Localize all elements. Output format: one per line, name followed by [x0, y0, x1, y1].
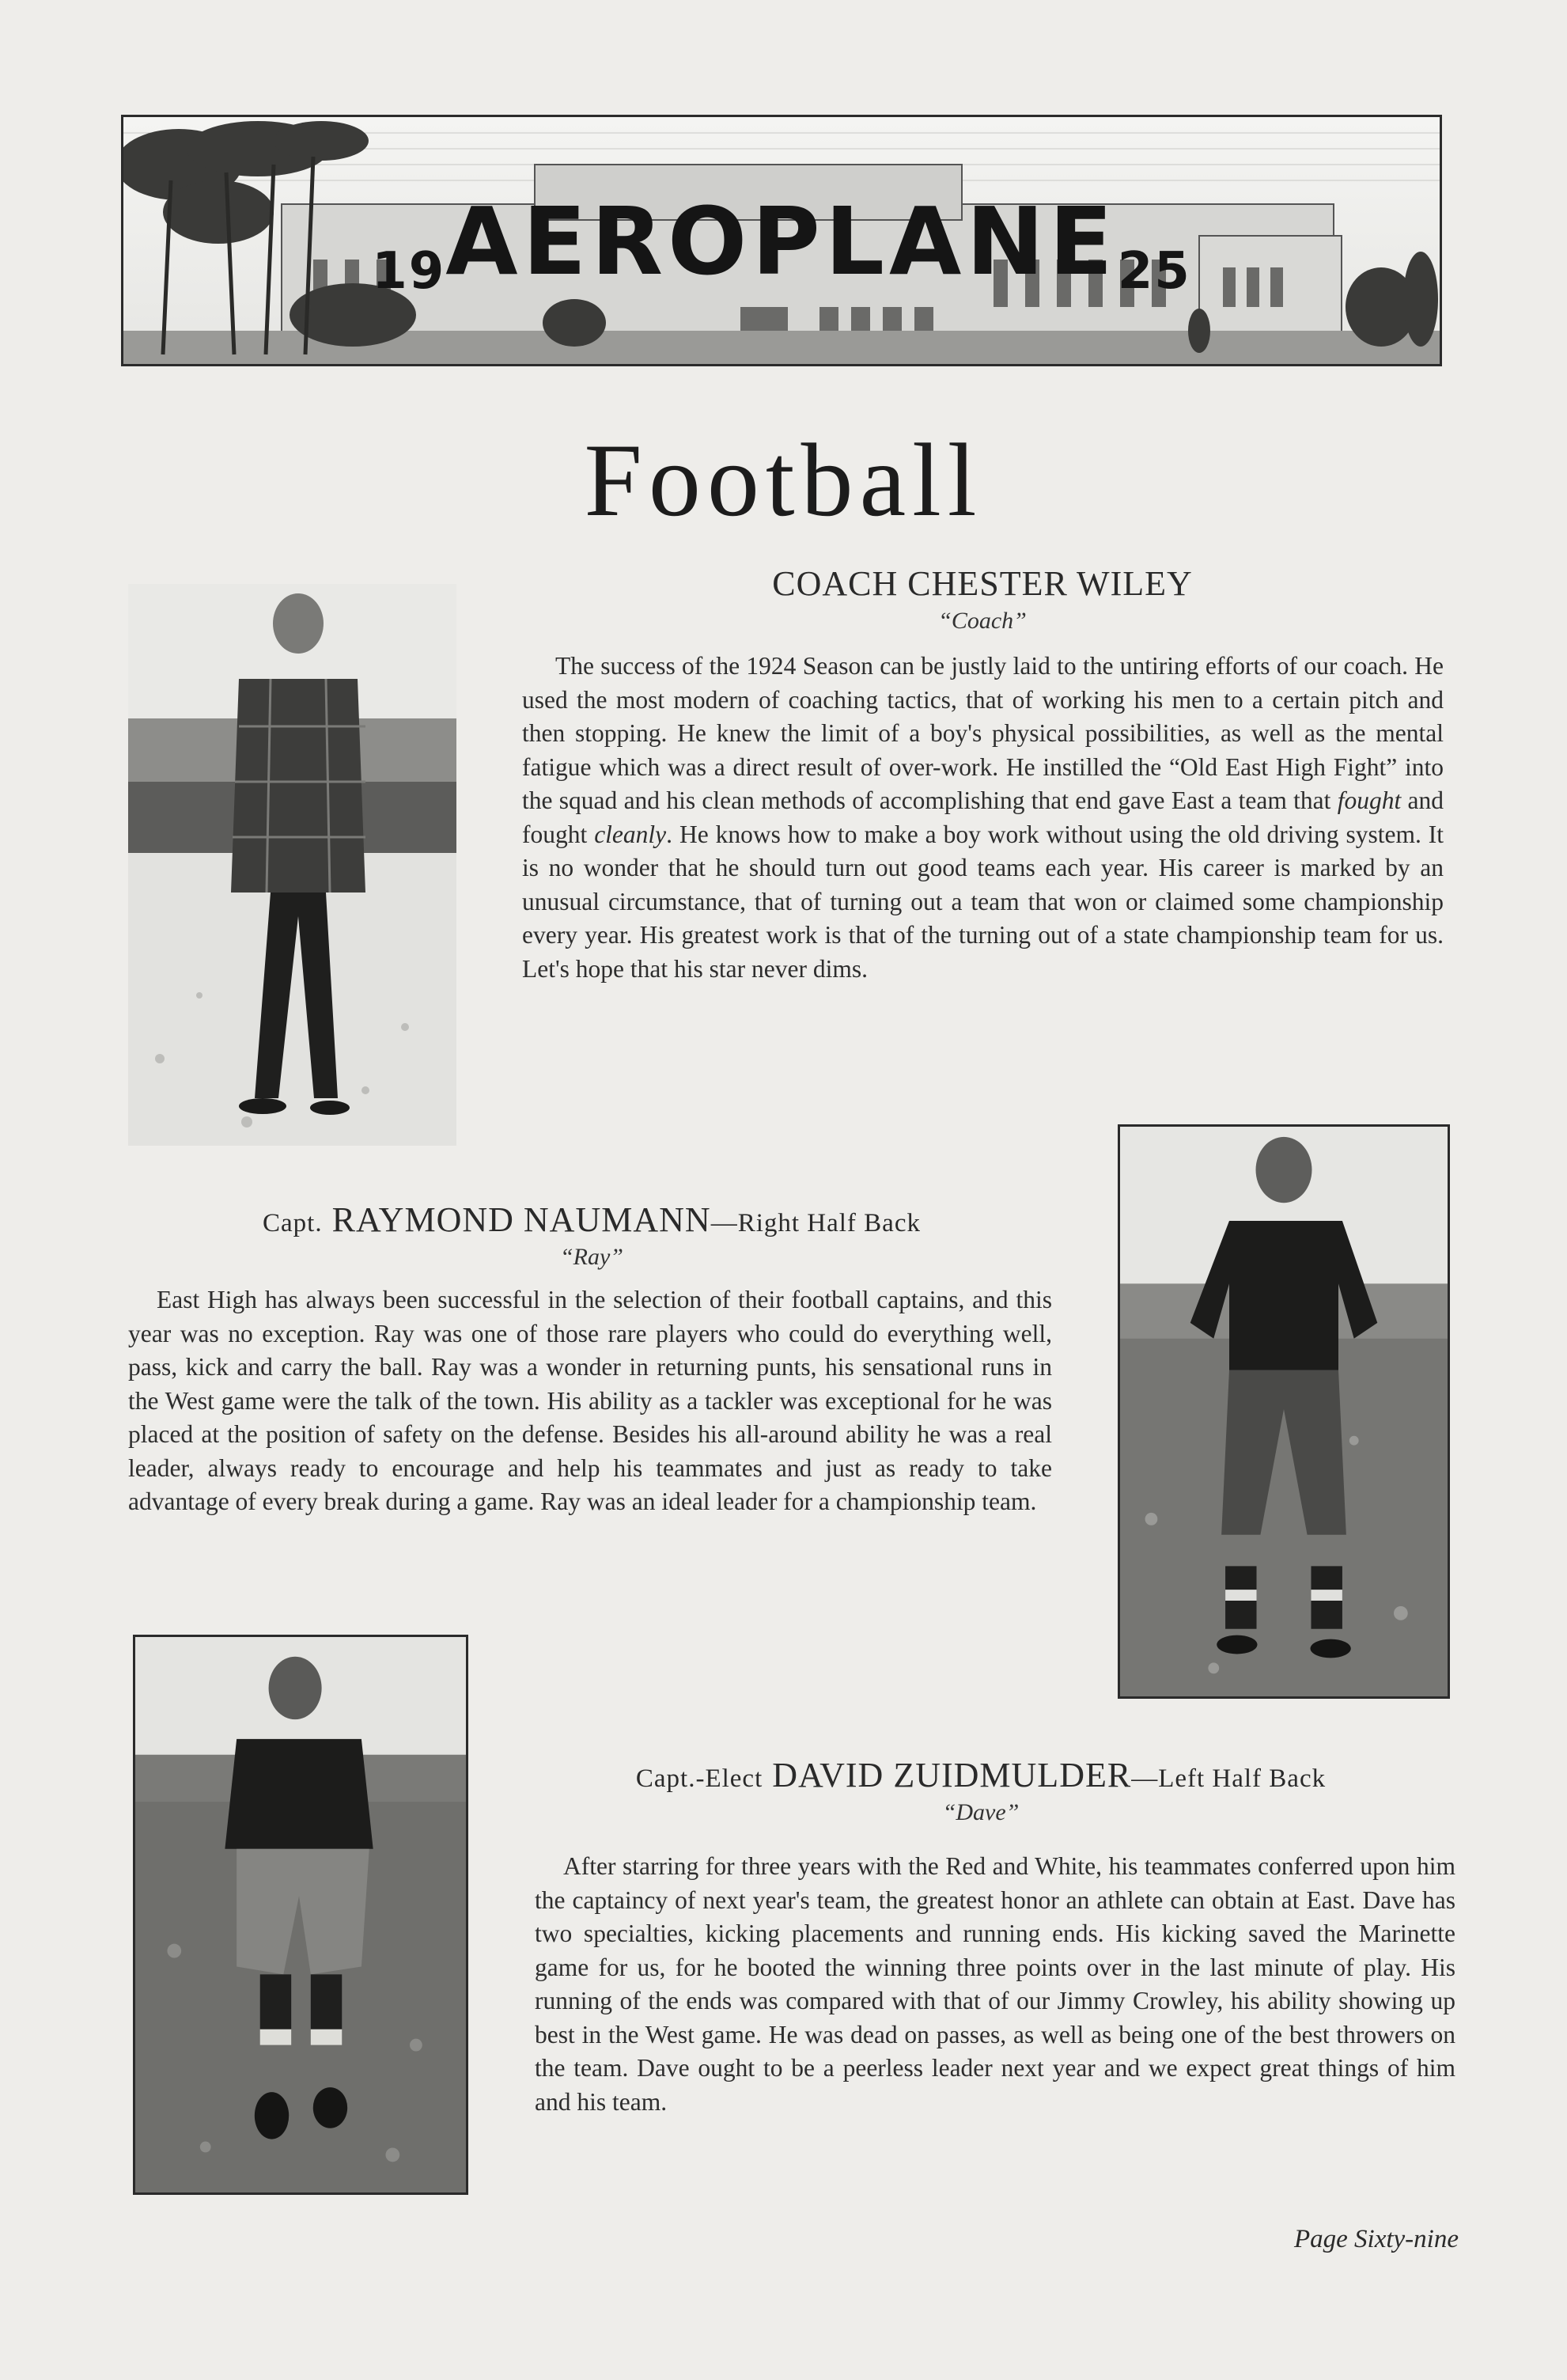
- page-title: Football: [584, 422, 983, 538]
- banner-title: [123, 187, 1440, 301]
- zuidmulder-nickname: “Dave”: [942, 1799, 1020, 1825]
- naumann-photo: [1118, 1124, 1450, 1699]
- coach-bio-text-2: and fought: [522, 786, 1444, 848]
- coach-biography: [522, 650, 1444, 986]
- zuidmulder-photo: [133, 1635, 468, 2195]
- naumann-heading: [125, 1199, 1058, 1240]
- banner-word: AEROPLANE: [445, 187, 1118, 296]
- banner-year-right: 25: [1117, 242, 1191, 301]
- coach-bio-emphasis-fought: fought: [1337, 786, 1402, 814]
- banner-year-left: 19: [372, 242, 446, 301]
- zuidmulder-heading: [506, 1755, 1455, 1795]
- coach-bio-text-3: . He knows how to make a boy work without using the old driving system. It is no wonder that he should turn out good teams each year. His career is marked by an unusual circumstance, that of turning out a team that won or claimed some championship every year. His greatest work is that of the turning out of a state championship team for us. Let's hope that his star never dims.: [522, 820, 1444, 983]
- coach-nickname: “Coach”: [938, 608, 1027, 634]
- zuidmulder-biography: After starring for three years with the Red and White, his teammates conferred upon him the captaincy of next year's team, the greatest honor an athlete can obtain at East. Dave has two specialties, kicking placements and running ends. His kicking saved the Marinette game for us, for he booted the winning three points over in the last minute of play. His running of the ends was compared with that of our Jimmy Crowley, his ability showing up best in the West game. He was dead on passes, as well as being one of the best throwers on the team. Dave ought to be a peerless leader next year and we expect great things of him and his team.: [535, 1852, 1455, 2116]
- naumann-name: RAYMOND NAUMANN: [331, 1200, 711, 1239]
- zuidmulder-name: DAVID ZUIDMULDER: [772, 1756, 1132, 1794]
- zuidmulder-position: —Left Half Back: [1131, 1764, 1327, 1793]
- zuidmulder-title-prefix: Capt.-Elect: [635, 1764, 763, 1793]
- yearbook-banner: [121, 115, 1442, 366]
- naumann-title-prefix: Capt.: [263, 1209, 323, 1237]
- coach-heading: COACH CHESTER WILEY: [772, 564, 1193, 603]
- naumann-biography: East High has always been successful in the selection of their football captains, and this year was no exception. Ray was one of those rare players who could do everything well, pass, kick and carry the ball. Ray was a wonder in returning punts, his sensational runs in the West game were the talk of the town. His ability as a tackler was exceptional for he was placed at the position of safety on the defense. Besides his all-around ability he was a real leader, always ready to encourage and help his teammates and just as ready to take advantage of every break during a game. Ray was an ideal leader for a championship team.: [128, 1286, 1052, 1515]
- coach-bio-text-1: The success of the 1924 Season can be justly laid to the untiring efforts of our coach. He used the most modern of coaching tactics, that of working his men to a certain pitch and then stopping. He knew the limit of a boy's physical possibilities, as well as the mental fatigue which was a direct result of over-work. He instilled the “Old East High Fight” into the squad and his clean methods of accomplishing that end gave East a team that: [522, 652, 1444, 814]
- page-number: Page Sixty-nine: [1294, 2225, 1459, 2253]
- naumann-position: —Right Half Back: [710, 1209, 921, 1237]
- naumann-nickname: “Ray”: [559, 1244, 623, 1270]
- coach-bio-emphasis-cleanly: cleanly: [594, 820, 667, 848]
- coach-photo: [128, 584, 456, 1146]
